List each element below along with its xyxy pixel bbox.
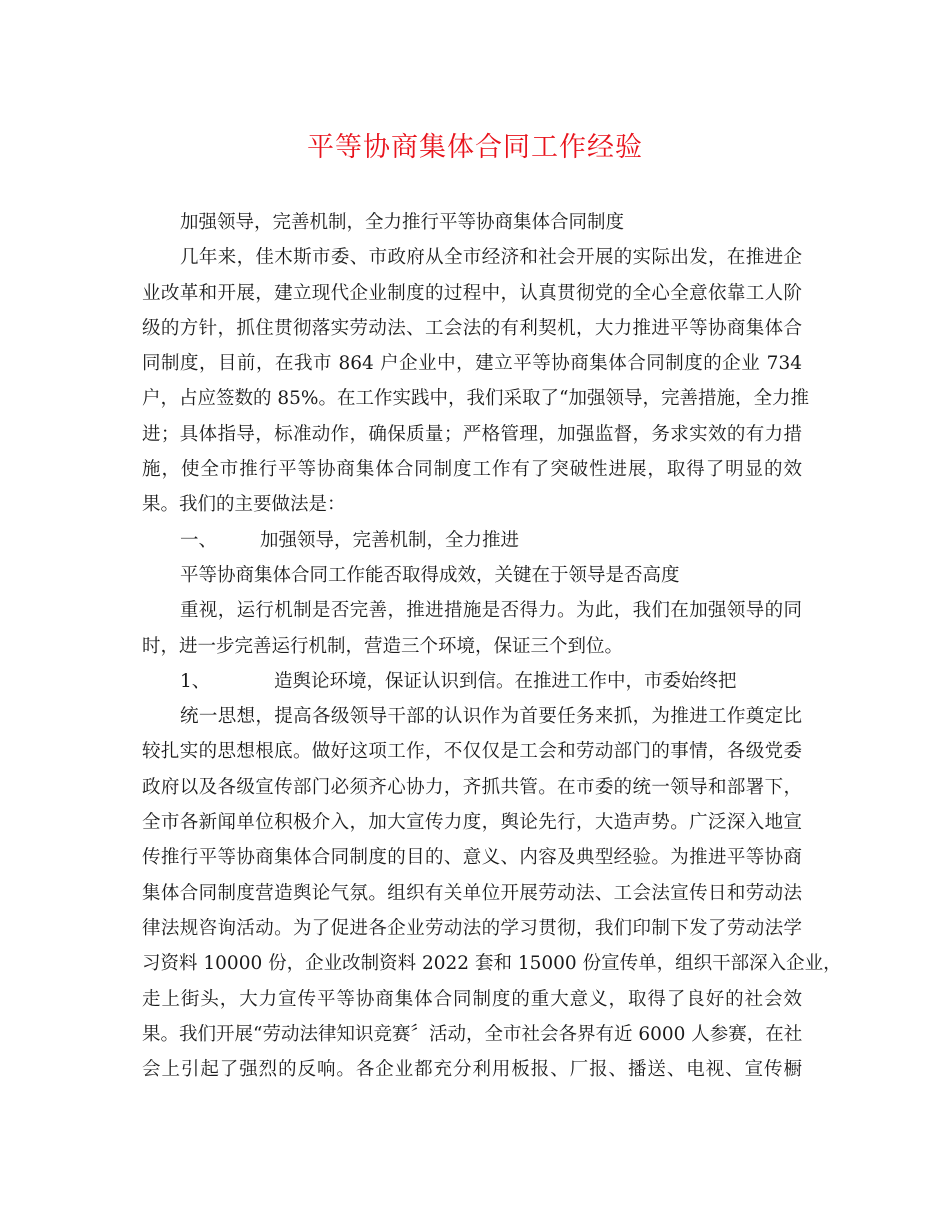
text-line: 会上引起了强烈的反响。各企业都充分利用板报、厂报、播送、电视、宣传橱 bbox=[142, 1059, 802, 1081]
text-line: 施，使全市推行平等协商集体合同制度工作有了突破性进展，取得了明显的效 bbox=[142, 459, 802, 481]
section-heading-one bbox=[142, 523, 802, 558]
text-line: 果。我们开展“劳动法律知识竞赛〞活动，全市社会各界有近 6000 人参赛，在社 bbox=[142, 1023, 803, 1045]
text-line: 全市各新闻单位积极介入，加大宣传力度，舆论先行，大造声势。广泛深入地宣 bbox=[142, 812, 802, 834]
text-line: 几年来，佳木斯市委、市政府从全市经济和社会开展的实际出发，在推进企 bbox=[180, 247, 802, 269]
text-line: 统一思想，提高各级领导干部的认识作为首要任务来抓，为推进工作奠定比 bbox=[180, 706, 802, 728]
text-line: 果。我们的主要做法是： bbox=[142, 494, 346, 516]
text-line: 户，占应签数的 85%。在工作实践中，我们采取了“加强领导，完善措施，全力推 bbox=[142, 388, 809, 410]
text-line: 传推行平等协商集体合同制度的目的、意义、内容及典型经验。为推进平等协商 bbox=[142, 847, 802, 869]
text-line: 同制度，目前，在我市 864 户企业中，建立平等协商集体合同制度的企业 734 bbox=[142, 353, 802, 375]
text-line: 重视，运行机制是否完善，推进措施是否得力。为此，我们在加强领导的同 bbox=[180, 600, 802, 622]
paragraph-heading: 加强领导，完善机制，全力推行平等协商集体合同制度 bbox=[180, 212, 625, 233]
text-line: 业改革和开展，建立现代企业制度的过程中，认真贯彻党的全心全意依靠工人阶 bbox=[142, 282, 802, 304]
subsection-number: 1、 bbox=[180, 670, 211, 692]
text-line: 律法规咨询活动。为了促进各企业劳动法的学习贯彻，我们印制下发了劳动法学 bbox=[142, 917, 802, 939]
text-line: 平等协商集体合同工作能否取得成效，关键在于领导是否高度 bbox=[180, 564, 680, 586]
text-line: 级的方针，抓住贯彻落实劳动法、工会法的有利契机，大力推进平等协商集体合 bbox=[142, 317, 802, 339]
section-title: 加强领导，完善机制，全力推进 bbox=[260, 529, 520, 551]
subsection-title: 造舆论环境，保证认识到信。在推进工作中，市委始终把 bbox=[274, 670, 737, 692]
text-line: 时，进一步完善运行机制，营造三个环境，保证三个到位。 bbox=[142, 635, 624, 657]
document-title: 平等协商集体合同工作经验 bbox=[307, 132, 643, 163]
text-line: 进；具体指导，标准动作，确保质量；严格管理，加强监督，务求实效的有力措 bbox=[142, 423, 802, 445]
text-line: 习资料 10000 份，企业改制资料 2022 套和 15000 份宣传单，组织干部深入企业， bbox=[142, 953, 842, 975]
text-line: 政府以及各级宣传部门必须齐心协力，齐抓共管。在市委的统一领导和部署下， bbox=[142, 776, 802, 798]
text-line: 集体合同制度营造舆论气氛。组织有关单位开展劳动法、工会法宣传日和劳动法 bbox=[142, 882, 802, 904]
section-number: 一、 bbox=[180, 529, 218, 551]
subsection-heading-one bbox=[142, 664, 802, 699]
document-body bbox=[142, 205, 842, 1087]
text-line: 较扎实的思想根底。做好这项工作，不仅仅是工会和劳动部门的事情，各级党委 bbox=[142, 741, 802, 763]
text-line: 走上街头，大力宣传平等协商集体合同制度的重大意义，取得了良好的社会效 bbox=[142, 988, 802, 1010]
